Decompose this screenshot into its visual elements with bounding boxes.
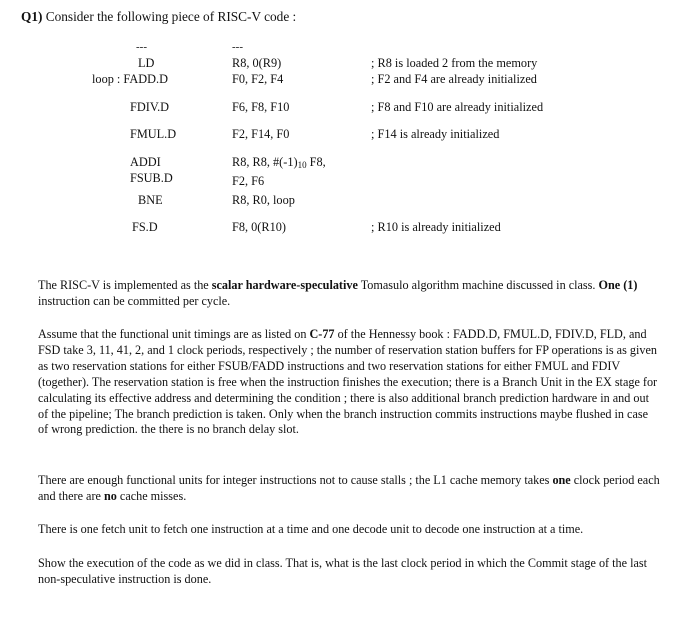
code-separator-instr: --- xyxy=(136,41,147,53)
code-operands-bne: R8, R0, loop xyxy=(232,193,295,207)
code-separator-operands: --- xyxy=(232,41,243,53)
p1-text-c: Tomasulo algorithm machine discussed in class. xyxy=(357,278,599,292)
p1-bold-scalar: scalar hardware-speculative xyxy=(211,278,358,292)
code-operands-fadd: F0, F2, F4 xyxy=(232,72,284,86)
addi-operands-post: F8, xyxy=(306,155,326,169)
p3-bold-no: no xyxy=(103,488,117,503)
code-operands-ld: R8, 0(R9) xyxy=(232,56,282,70)
code-comment-fdiv: ; F8 and F10 are already initialized xyxy=(371,100,544,114)
p1-text-a: The RISC-V is implemented as the xyxy=(38,278,212,292)
p3-bold-one: one xyxy=(552,473,571,487)
question-prompt: Consider the following piece of RISC-V code : xyxy=(45,9,297,24)
code-instr-fsub: FSUB.D xyxy=(130,171,173,185)
paragraph-implementation xyxy=(38,278,660,310)
code-operands-fdiv: F6, F8, F10 xyxy=(232,100,290,114)
code-instr-fadd: loop : FADD.D xyxy=(92,72,168,86)
paragraph-fetch-decode: There is one fetch unit to fetch one instruction at a time and one decode unit to decode one instruction at a time. xyxy=(38,522,584,536)
p3-text-a: There are enough functional units for integer instructions not to cause stalls ; the L1 cache memory takes xyxy=(38,473,553,487)
code-operands-fsd: F8, 0(R10) xyxy=(232,220,286,234)
question-heading xyxy=(21,9,296,25)
question-label: Q1) xyxy=(21,9,43,24)
code-comment-fsd: ; R10 is already initialized xyxy=(371,220,501,234)
addi-operands-pre: R8, R8, #(-1) xyxy=(232,155,298,169)
code-instr-fdiv: FDIV.D xyxy=(130,100,170,114)
code-instr-bne: BNE xyxy=(138,193,163,207)
p3-text-e: cache misses. xyxy=(116,488,187,503)
code-comment-fadd: ; F2 and F4 are already initialized xyxy=(371,72,537,86)
p3-text-c: clock period each and there are xyxy=(38,473,660,503)
code-comment-fmul: ; F14 is already initialized xyxy=(371,127,500,141)
p2-text-c: of the Hennessy book : FADD.D, FMUL.D, FDIV.D, FLD, and FSD take 3, 11, 41, 2, and 1 clock periods, respectively ; the number of reservation station buffers for FP operations is as given as two reservation stations for either FSUB/FADD instructions and two reservation stations for either FMUL and FDIV (together). The reservation station is free when the instruction finishes the execution; there is a Branch Unit in the EX stage for calculating its effective address and determining the condition ; there is also additional branch prediction hardware in and out of the pipeline; The branch prediction is taken. Only when the branch instruction commits instructions maybe flushed in case of wrong prediction. the there is no branch delay slot. xyxy=(38,327,658,437)
addi-operands-subscript: 10 xyxy=(297,160,307,170)
p1-bold-one: One (1) xyxy=(598,278,638,292)
paragraph-task: Show the execution of the code as we did in class. That is, what is the last clock period in which the Commit stage of the last non-speculative instruction is done. xyxy=(38,556,648,586)
code-instr-fmul: FMUL.D xyxy=(130,127,177,141)
code-operands-fmul: F2, F14, F0 xyxy=(232,127,290,141)
code-operands-addi xyxy=(232,155,326,171)
code-instr-ld: LD xyxy=(138,56,155,70)
code-instr-addi: ADDI xyxy=(130,155,161,169)
code-operands-fsub: F2, F6 xyxy=(232,174,265,188)
p2-bold-page: C-77 xyxy=(309,327,335,341)
paragraph-functional-units xyxy=(38,473,660,505)
code-instr-fsd: FS.D xyxy=(132,220,158,234)
paragraph-timings xyxy=(38,327,660,438)
p1-text-e: instruction can be committed per cycle. xyxy=(38,293,231,308)
p2-text-a: Assume that the functional unit timings are as listed on xyxy=(38,327,310,341)
code-comment-ld: ; R8 is loaded 2 from the memory xyxy=(371,56,538,70)
